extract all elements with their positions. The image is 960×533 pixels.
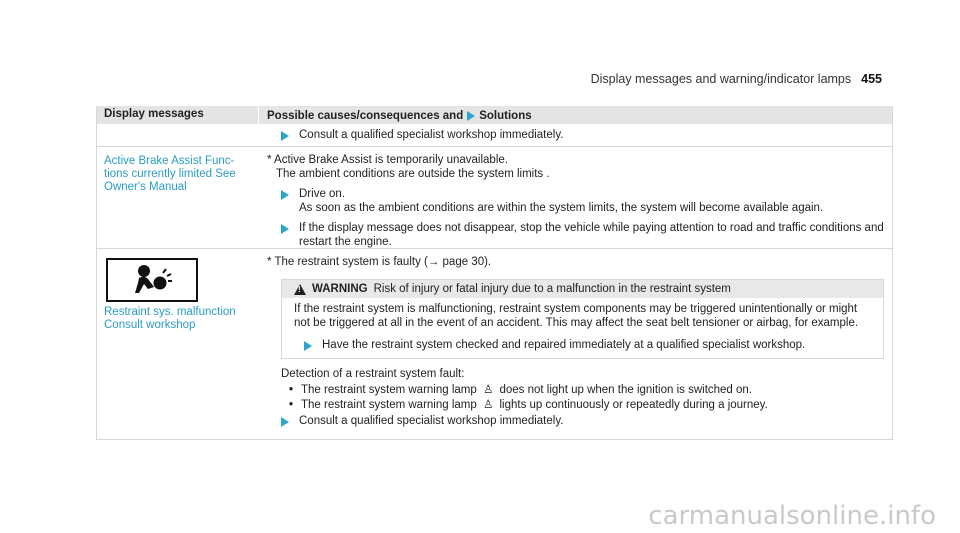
list-item: • The restraint system warning lamp ♙ lights up continuously or repeatedly during a journey. [301, 398, 884, 413]
display-message-restraint-malfunction: Restraint sys. malfunction Consult workshop [104, 306, 236, 331]
col-header-display-messages: Display messages [104, 108, 204, 120]
col-header-solutions-label: Solutions [479, 110, 532, 122]
cause-text: The ambient conditions are outside the system limits . [276, 168, 550, 180]
cause-text: * The restraint system is faulty (→ page 30). [267, 256, 492, 268]
col-header-causes [258, 106, 892, 124]
airbag-warning-icon [106, 258, 198, 302]
play-arrow-icon [467, 111, 475, 121]
solution-step: Consult a qualified specialist workshop immediately. [267, 128, 884, 142]
warning-box [281, 279, 884, 359]
watermark: carmanualsonline.info [648, 501, 936, 531]
play-arrow-icon [281, 131, 289, 141]
cause-text: * Active Brake Assist is temporarily unavailable. [267, 154, 508, 166]
play-arrow-icon [304, 341, 312, 351]
play-arrow-icon [281, 224, 289, 234]
page-title: Display messages and warning/indicator lamps [590, 72, 852, 86]
detection-heading: Detection of a restraint system fault: [281, 368, 465, 380]
warning-subtitle: Risk of injury or fatal injury due to a malfunction in the restraint system [373, 283, 731, 295]
solution-step: If the display message does not disappear, stop the vehicle while paying attention to road and traffic conditions and restart the engine. [267, 221, 884, 249]
solution-step: Consult a qualified specialist workshop immediately. [267, 414, 884, 428]
table-row [97, 124, 892, 147]
table-row [97, 249, 892, 440]
airbag-warning-icon: ♙ [482, 384, 494, 396]
solution-step: Drive on. As soon as the ambient conditions are within the system limits, the system will become available again. [267, 187, 884, 215]
display-message-brake-assist: Active Brake Assist Func- tions currently limited See Owner's Manual [104, 155, 236, 193]
solution-step: Have the restraint system checked and repaired immediately at a qualified specialist workshop. [294, 338, 871, 352]
table-header-row [97, 106, 892, 124]
airbag-warning-icon: ♙ [482, 399, 494, 411]
list-item: • The restraint system warning lamp ♙ does not light up when the ignition is switched on. [301, 383, 884, 398]
warning-body: If the restraint system is malfunctioning, restraint system components may be triggered unintentionally or might not be triggered at all in the event of an accident. This may affect the seat belt tensioner or airbag, for example. [294, 303, 859, 329]
warning-title: WARNING [312, 283, 368, 295]
warning-header [282, 280, 883, 298]
play-arrow-icon [281, 190, 289, 200]
play-arrow-icon [281, 417, 289, 427]
messages-table [96, 106, 893, 440]
page-header [591, 72, 882, 86]
page-number: 455 [861, 72, 882, 86]
table-row [97, 147, 892, 249]
col-header-causes-label: Possible causes/consequences and [267, 110, 464, 122]
detection-list [281, 383, 884, 413]
warning-triangle-icon [294, 284, 306, 295]
